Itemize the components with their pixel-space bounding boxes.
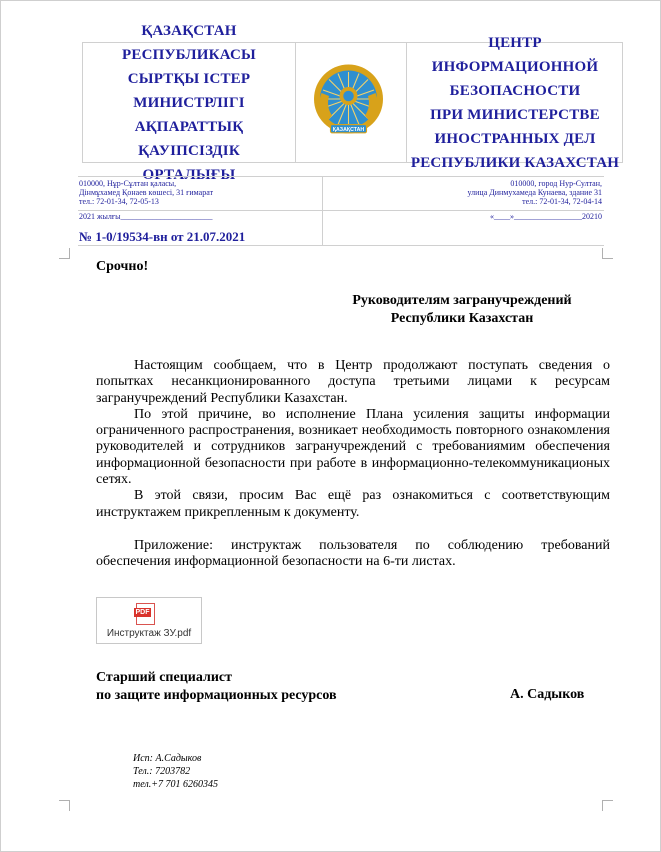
- letterhead: [82, 22, 623, 183]
- appendix-paragraph: Приложение: инструктаж пользователя по соблюдению требований обеспечения информационной безопасности на 6-ти листах.: [96, 537, 610, 570]
- contact-line: Тел.: 7203782: [133, 766, 191, 777]
- org-name-kazakh-line: СЫРТҚЫ ІСТЕР: [127, 70, 251, 87]
- letterhead-divider: [295, 43, 296, 162]
- state-emblem-icon: [311, 63, 386, 138]
- address-kazakh: [79, 179, 319, 206]
- pdf-icon-label: PDF: [135, 609, 150, 616]
- org-name-russian-line: ПРИ МИНИСТЕРСТВЕ: [430, 106, 600, 123]
- addressee: [330, 292, 594, 328]
- address-line: тел.: 72-01-34, 72-04-14: [522, 197, 602, 206]
- attachment-pdf[interactable]: [96, 597, 202, 644]
- addressee-line: Руководителям загранучреждений: [352, 293, 572, 308]
- address-line: Дінмұхамед Қонаев көшесі, 31 ғимарат: [79, 188, 214, 197]
- attachment-filename: Инструктаж ЗУ.pdf: [106, 628, 192, 639]
- signatory-title-line: Старший специалист: [96, 670, 232, 685]
- address-block: [78, 176, 604, 246]
- contact-line: Исп: А.Садыков: [133, 753, 202, 764]
- emblem-ribbon-text: ҚАЗАҚСТАН: [332, 126, 365, 133]
- org-name-kazakh: [83, 22, 295, 183]
- org-name-russian-line: ИНОСТРАННЫХ ДЕЛ: [434, 130, 596, 147]
- org-name-russian: [407, 34, 623, 171]
- addressee-line: Республики Казахстан: [390, 311, 534, 326]
- margin-mark-bottom-right: [602, 800, 613, 811]
- org-name-russian-line: БЕЗОПАСНОСТИ: [449, 82, 581, 99]
- signatory-title: [96, 669, 337, 705]
- registration-number: № 1-0/19534-вн от 21.07.2021: [79, 229, 246, 244]
- signatory-name: А. Садыков: [510, 687, 585, 702]
- address-divider: [322, 177, 323, 245]
- address-divider: [78, 210, 604, 211]
- date-field-kazakh: 2021 жылғы_______________________: [79, 212, 213, 221]
- margin-mark-bottom-left: [59, 800, 70, 811]
- org-name-kazakh-line: ҚАЗАҚСТАН РЕСПУБЛИКАСЫ: [122, 22, 256, 63]
- address-line: улица Динмухамеда Кунаева, здание 31: [467, 188, 602, 197]
- address-line: 010000, город Нур-Султан,: [510, 179, 602, 188]
- margin-mark-top-right: [602, 248, 613, 259]
- body-paragraph: По этой причине, во исполнение Плана усиления защиты информации ограниченного распространения, возникает необходимость повторного ознакомления руководителей и сотрудников загранучреждений с требованиямим обеспечения информационной безопасности при работе в информационно-телекоммуникационых сетях.: [96, 406, 610, 488]
- body-paragraph: В этой связи, просим Вас ещё раз ознакомиться с соответствующим инструктажем прикрепленным к документу.: [96, 488, 610, 520]
- org-name-kazakh-line: АҚПАРАТТЫҚ ҚАУІПСІЗДІК: [134, 118, 244, 159]
- pdf-file-icon: [136, 603, 155, 625]
- date-field-russian: «____»_________________20210: [490, 212, 602, 221]
- urgent-label: Срочно!: [96, 259, 149, 274]
- address-russian: [328, 179, 602, 206]
- address-line: 010000, Нұр-Сұлтан қаласы,: [79, 179, 177, 188]
- executor-contacts: [133, 752, 218, 791]
- letter-body: [96, 358, 610, 571]
- org-name-kazakh-line: МИНИСТРЛІГІ: [133, 94, 245, 111]
- margin-mark-top-left: [59, 248, 70, 259]
- signatory-title-line: по защите информационных ресурсов: [96, 688, 337, 703]
- address-line: тел.: 72-01-34, 72-05-13: [79, 197, 159, 206]
- contact-line: тел.+7 701 6260345: [133, 779, 219, 790]
- org-name-russian-line: РЕСПУБЛИКИ КАЗАХСТАН: [410, 154, 620, 171]
- org-name-kazakh-line: ОРТАЛЫҒЫ: [142, 166, 236, 183]
- org-name-russian-line: ЦЕНТР ИНФОРМАЦИОННОЙ: [431, 34, 599, 75]
- body-paragraph: Настоящим сообщаем, что в Центр продолжают поступать сведения о попытках несанкционированного доступа третьими лицами к ресурсам загранучреждений Республики Казахстан.: [96, 358, 610, 406]
